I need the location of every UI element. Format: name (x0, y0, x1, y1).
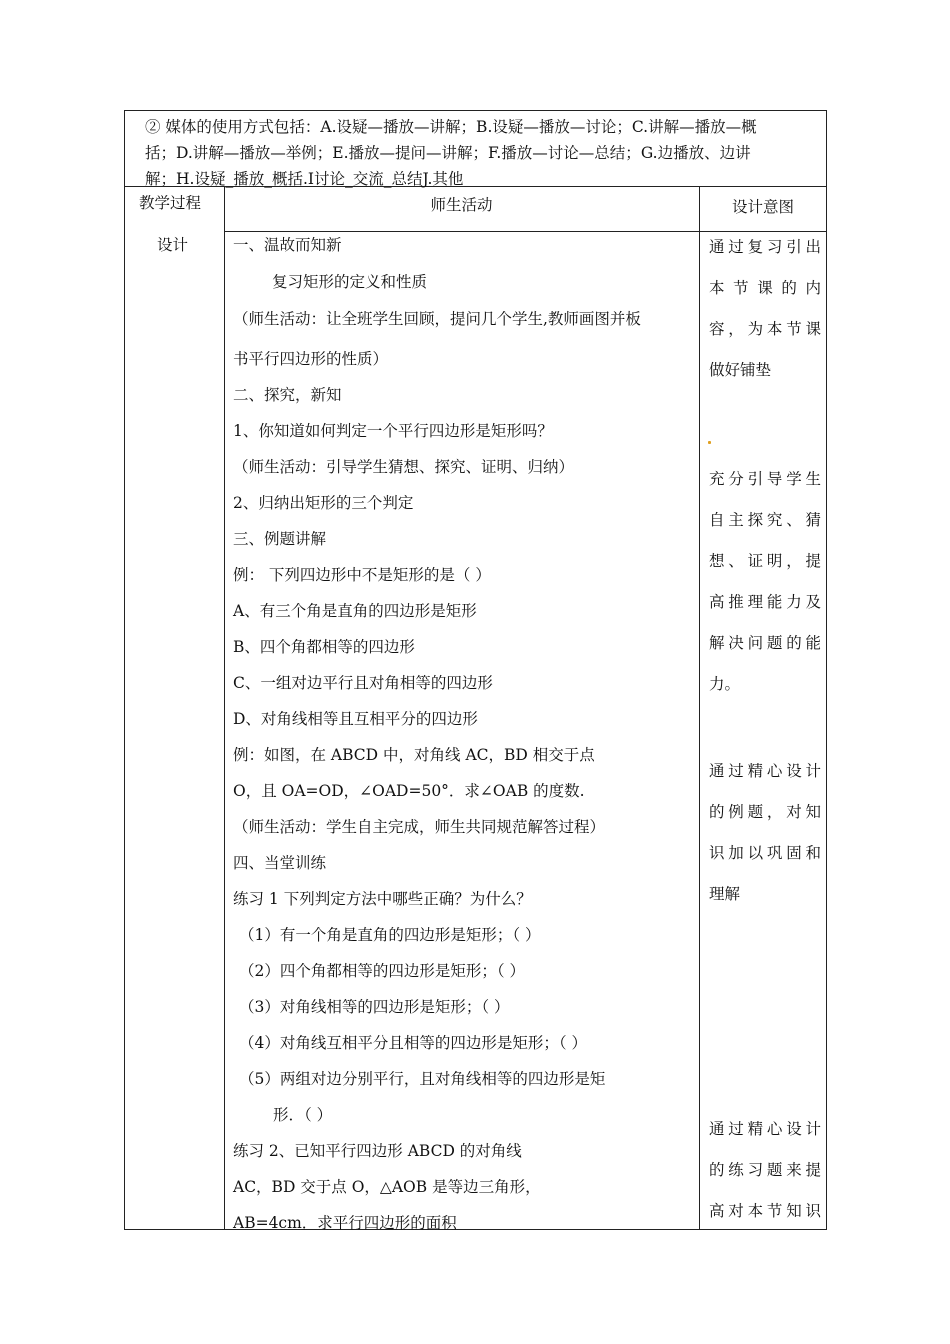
left-label-design: 设计 (157, 236, 189, 254)
activity-line: D、对角线相等且互相平分的四边形 (233, 710, 478, 728)
intent-line: 高推理能力及 (709, 593, 821, 611)
media-note-line: 解；H.设疑_播放_概括.I讨论_交流_总结J.其他 (145, 170, 464, 188)
intent-line: 解决问题的能 (709, 634, 821, 652)
intent-line: 充分引导学生 (709, 470, 821, 488)
activity-line: 练习 1 下列判定方法中哪些正确？为什么？ (233, 890, 532, 908)
activity-line: O，且 OA=OD，∠OAD=50°．求∠OAB 的度数. (233, 782, 585, 800)
activity-line: C、一组对边平行且对角相等的四边形 (233, 674, 493, 692)
intent-block-example (709, 751, 821, 915)
intent-line: 通过精心设计 (709, 762, 821, 780)
activity-line: 2、归纳出矩形的三个判定 (233, 494, 414, 512)
activity-line: 书平行四边形的性质） (233, 350, 389, 368)
intent-block-practice (709, 1109, 821, 1232)
media-note-line: ② 媒体的使用方式包括：A.设疑—播放—讲解；B.设疑—播放—讨论；C.讲解—播放—概 (145, 118, 757, 136)
intent-line: 自主探究、猜 (709, 511, 821, 529)
intent-line: 理解 (709, 885, 741, 903)
activity-line: 例： 下列四边形中不是矩形的是（ ） (233, 566, 491, 584)
activity-line: 二、探究，新知 (233, 386, 342, 404)
intent-line: 力。 (709, 675, 741, 693)
activity-line: （师生活动：让全班学生回顾，提问几个学生,教师画图并板 (233, 310, 641, 328)
activity-line: 形．（ ） (273, 1106, 333, 1124)
intent-line: 通过复习引出 (709, 238, 821, 256)
activity-line: 练习 2、已知平行四边形 ABCD 的对角线 (233, 1142, 522, 1160)
activity-line: 例：如图，在 ABCD 中，对角线 AC，BD 相交于点 (233, 746, 595, 764)
intent-block-review (709, 227, 821, 391)
lesson-table (124, 110, 827, 1230)
header-activity: 师生活动 (430, 196, 493, 214)
media-usage-note (125, 111, 826, 187)
activity-line: AB=4cm．求平行四边形的面积 (233, 1214, 457, 1232)
activity-line: （2）四个角都相等的四边形是矩形；（ ） (239, 962, 526, 980)
activity-line: B、四个角都相等的四边形 (233, 638, 415, 656)
header-intent: 设计意图 (731, 198, 794, 216)
intent-line: 想、证明，提 (709, 552, 821, 570)
activity-line: （4）对角线互相平分且相等的四边形是矩形；（ ） (239, 1034, 588, 1052)
activity-line: A、有三个角是直角的四边形是矩形 (233, 602, 477, 620)
column-divider (699, 187, 700, 1229)
intent-line: 识加以巩固和 (709, 844, 821, 862)
activity-line: （师生活动：引导学生猜想、探究、证明、归纳） (233, 458, 575, 476)
intent-line: 做好铺垫 (709, 361, 772, 379)
intent-line: 通过精心设计 (709, 1120, 821, 1138)
intent-line: 高对本节知识 (709, 1202, 821, 1220)
column-divider (224, 187, 225, 1229)
activity-line: （1）有一个角是直角的四边形是矩形；（ ） (239, 926, 541, 944)
left-label-process: 教学过程 (139, 194, 202, 212)
activity-line: 复习矩形的定义和性质 (272, 273, 428, 291)
intent-line: 本节课的内 (709, 279, 821, 297)
activity-line: AC，BD 交于点 O，△AOB 是等边三角形， (233, 1178, 541, 1196)
intent-line: 容，为本节课 (709, 320, 821, 338)
intent-line: 的例题，对知 (709, 803, 821, 821)
intent-line: 的练习题来提 (709, 1161, 821, 1179)
activity-line: （师生活动：学生自主完成，师生共同规范解答过程） (233, 818, 606, 836)
activity-line: 1、你知道如何判定一个平行四边形是矩形吗？ (233, 422, 553, 440)
activity-line: （3）对角线相等的四边形是矩形；（ ） (239, 998, 510, 1016)
activity-line: （5）两组对边分别平行，且对角线相等的四边形是矩 (239, 1070, 606, 1088)
activity-line: 一、温故而知新 (233, 236, 342, 254)
activity-line: 四、当堂训练 (233, 854, 327, 872)
activity-line: 三、例题讲解 (233, 530, 327, 548)
intent-block-explore (709, 459, 821, 705)
stray-mark (708, 441, 711, 444)
media-note-line: 括；D.讲解—播放—举例；E.播放—提问—讲解；F.播放—讨论—总结；G.边播放、边讲 (145, 144, 751, 162)
